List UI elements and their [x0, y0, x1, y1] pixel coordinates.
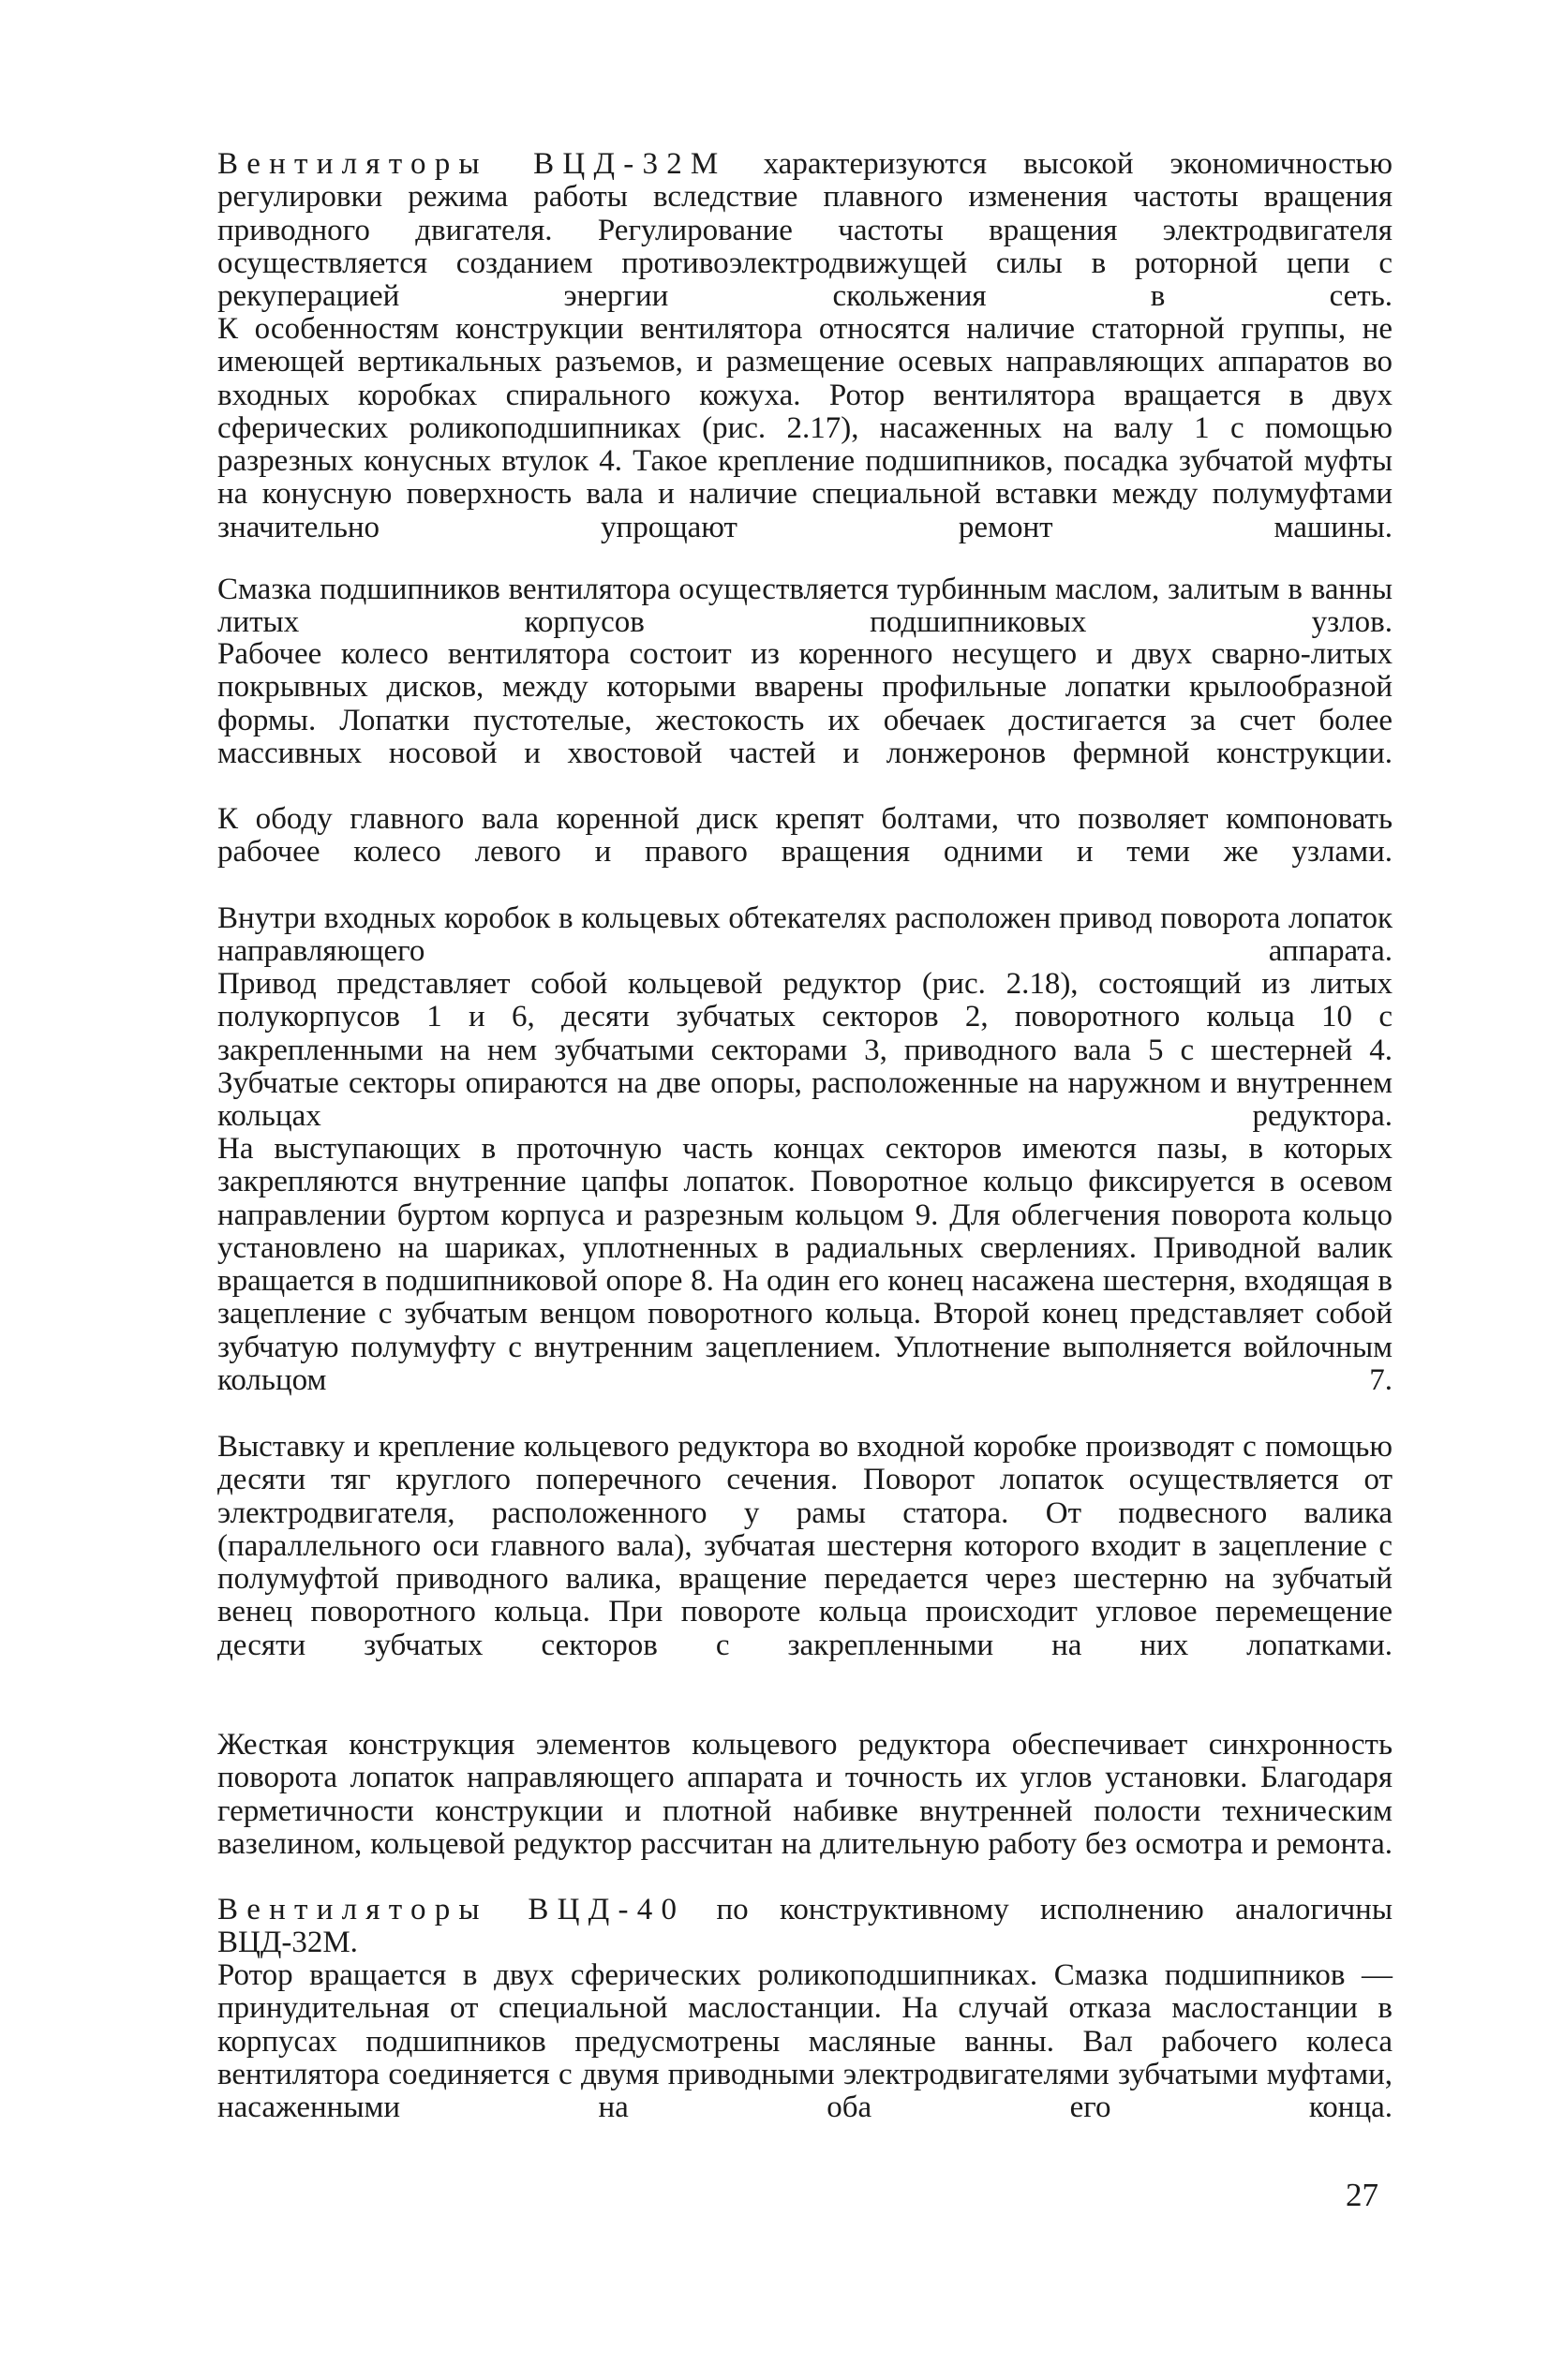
paragraph-12	[217, 1959, 1393, 2124]
paragraph-5	[217, 803, 1393, 902]
paragraph-4-text: Рабочее колесо вентилятора состоит из коренного несущего и двух сварно-литых покрывных дисков, между которыми вварены профильные лопатки крылообразной формы. Лопатки пустотелые, жестокость их обечаек достигается за счет более массивных носовой и хвостовой частей и лонжеронов фермной конструкции.	[217, 637, 1393, 770]
paragraph-10-text: Жесткая конструкция элементов кольцевого редуктора обеспечивает синхронность поворота лопаток направляющего аппарата и точность их углов установки. Благодаря герметичности конструкции и плотной набивке внутренней полости техническим вазелином, кольцевой редуктор рассчитан на длительную работу без осмотра и ремонта.	[217, 1728, 1393, 1861]
paragraph-2-text: К особенностям конструкции вентилятора относятся наличие статорной группы, не имеющей вертикальных разъемов, и размещение осевых направляющих аппаратов во входных коробках спирального кожуха. Ротор вентилятора вращается в двух сферических роликоподшипниках (рис. 2.17), насаженных на валу 1 с помощью разрезных конусных втулок 4. Такое крепление подшипников, посадка зубчатой муфты на конусную поверхность вала и наличие специальной вставки между полумуфтами значительно упрощают ремонт машины.	[217, 312, 1393, 544]
paragraph-2	[217, 313, 1393, 573]
paragraph-5-text: К ободу главного вала коренной диск крепят болтами, что позволяет компоновать рабочее колесо левого и правого вращения одними и теми же узлами.	[217, 802, 1393, 870]
paragraph-11	[217, 1894, 1393, 1959]
paragraph-3-text: Смазка подшипников вентилятора осуществляется турбинным маслом, залитым в ванны литых корпусов подшипниковых узлов.	[217, 573, 1393, 640]
paragraph-10	[217, 1729, 1393, 1894]
paragraph-4	[217, 638, 1393, 803]
paragraph-9-text: Выставку и крепление кольцевого редуктора во входной коробке производят с помощью десяти тяг круглого поперечного сечения. Поворот лопаток осуществляется от электродвигателя, расположенного у рамы статора. От подвесного валика (параллельного оси главного вала), зубчатая шестерня которого входит в зацепление с полумуфтой приводного валика, вращение передается через шестерню на зубчатый венец поворотного кольца. При повороте кольца происходит угловое перемещение десяти зубчатых секторов с закрепленными на них лопатками.	[217, 1430, 1393, 1662]
paragraph-11-lead: Вентиляторы ВЦД-40	[217, 1893, 686, 1926]
page-number: 27	[1346, 2177, 1378, 2213]
paragraph-7	[217, 968, 1393, 1133]
paragraph-8	[217, 1133, 1393, 1431]
paragraph-9	[217, 1431, 1393, 1729]
text-column	[217, 148, 1393, 2124]
paragraph-6-text: Внутри входных коробок в кольцевых обтекателях расположен привод поворота лопаток направляющего аппарата.	[217, 901, 1393, 969]
paragraph-3	[217, 573, 1393, 638]
paragraph-11-text: по конструктивному исполнению аналогичны ВЦД-32М.	[217, 1893, 1393, 1960]
paragraph-1-lead: Вентиляторы ВЦД-32М	[217, 147, 727, 181]
paragraph-8-text: На выступающих в проточную часть концах секторов имеются пазы, в которых закрепляются внутренние цапфы лопаток. Поворотное кольцо фиксируется в осевом направлении буртом корпуса и разрезным кольцом 9. Для облегчения поворота кольцо установлено на шариках, уплотненных в радиальных сверлениях. Приводной валик вращается в подшипниковой опоре 8. На один его конец насажена шестерня, входящая в зацепление с зубчатым венцом поворотного кольца. Второй конец представляет собой зубчатую полумуфту с внутренним зацеплением. Уплотнение выполняется войлочным кольцом 7.	[217, 1132, 1393, 1398]
paragraph-1-text: характеризуются высокой экономичностью регулировки режима работы вследствие плавного изменения частоты вращения приводного двигателя. Регулирование частоты вращения электродвигателя осуществляется созданием противоэлектродвижущей силы в роторной цепи с рекуперацией энергии скольжения в сеть.	[217, 147, 1393, 314]
paragraph-6	[217, 902, 1393, 968]
paragraph-7-text: Привод представляет собой кольцевой редуктор (рис. 2.18), состоящий из литых полукорпусов 1 и 6, десяти зубчатых секторов 2, поворотного кольца 10 с закрепленными на нем зубчатыми секторами 3, приводного вала 5 с шестерней 4. Зубчатые секторы опираются на две опоры, расположенные на наружном и внутреннем кольцах редуктора.	[217, 967, 1393, 1134]
paragraph-12-text: Ротор вращается в двух сферических роликоподшипниках. Смазка подшипников — принудительная от специальной маслостанции. На случай отказа маслостанции в корпусах подшипников предусмотрены масляные ванны. Вал рабочего колеса вентилятора соединяется с двумя приводными электродвигателями зубчатыми муфтами, насаженными на оба его конца.	[217, 1958, 1393, 2125]
paragraph-1	[217, 148, 1393, 313]
